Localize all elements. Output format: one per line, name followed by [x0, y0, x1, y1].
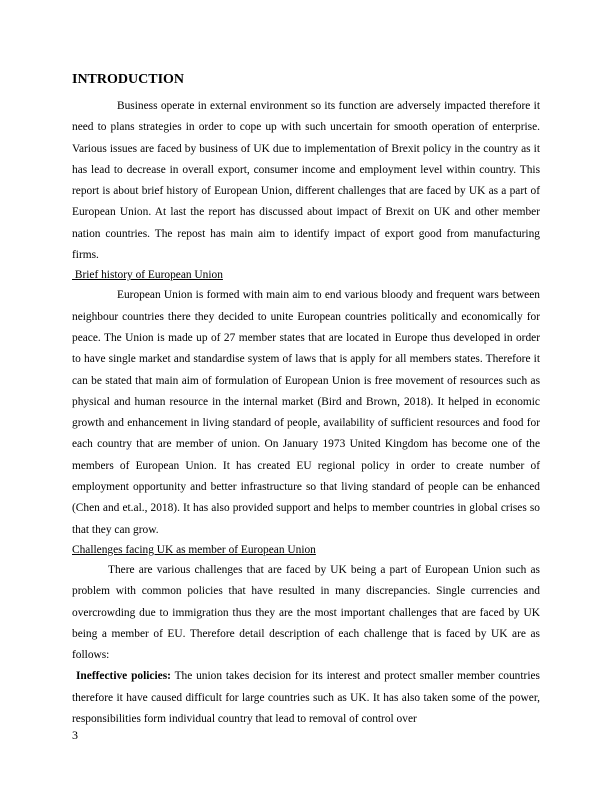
- page-title: INTRODUCTION: [72, 72, 185, 87]
- intro-paragraph: Business operate in external environment so its function are adversely impacted therefore it need to plans strategies in order to cope up with such uncertain for smooth operation of enterprise. Various issues are faced by business of UK due to implementation of Brexit policy in the country as it has lead to decrease in overall export, consumer income and employment level within country. This report is about brief history of European Union, different challenges that are faced by UK as a part of European Union. At last the report has discussed about impact of Brexit on UK and other member nation countries. The repost has main aim to identify impact of export good from manufacturing firms.: [72, 100, 540, 262]
- bullet-text: The union takes decision for its interest and protect smaller member countries therefore it have caused difficult for large countries such as UK. It has also taken some of the power, responsibilities form individual country that lead to removal of control over: [72, 670, 540, 726]
- challenges-paragraph: There are various challenges that are faced by UK being a part of European Union such as problem with common policies that have resulted in many discrepancies. Single currencies and overcrowding due to immigration thus they are the most important challenges that are faced by UK being a member of EU. Therefore detail description of each challenge that is faced by UK are as follows:: [72, 563, 540, 662]
- bullet-lead: Ineffective policies:: [76, 670, 171, 683]
- section-heading-challenges: Challenges facing UK as member of European Union: [72, 543, 316, 556]
- history-paragraph: European Union is formed with main aim to end various bloody and frequent wars between neighbour countries there they decided to unite European countries politically and economically for peace. The Union is made up of 27 member states that are located in Europe thus developed in order to have single market and standardise system of laws that is apply for all members states. Therefore it can be stated that main aim of formulation of European Union is free movement of resources such as physical and human resource in the internal market (Bird and Brown, 2018). It helped in economic growth and enhancement in living standard of people, availability of sufficient resources and food for each country that are member of union. On January 1973 United Kingdom has become one of the members of European Union. It has created EU regional policy in order to create number of employment opportunity and better infrastructure so that living standard of people can be enhanced (Chen and et.al., 2018). It has also provided support and helps to member countries in global crises so that they can grow.: [72, 289, 540, 536]
- page-number: 3: [72, 728, 78, 742]
- bullet-ineffective-policies: [72, 666, 540, 730]
- document-page: [72, 70, 540, 730]
- section-heading-history: Brief history of European Union: [72, 269, 223, 282]
